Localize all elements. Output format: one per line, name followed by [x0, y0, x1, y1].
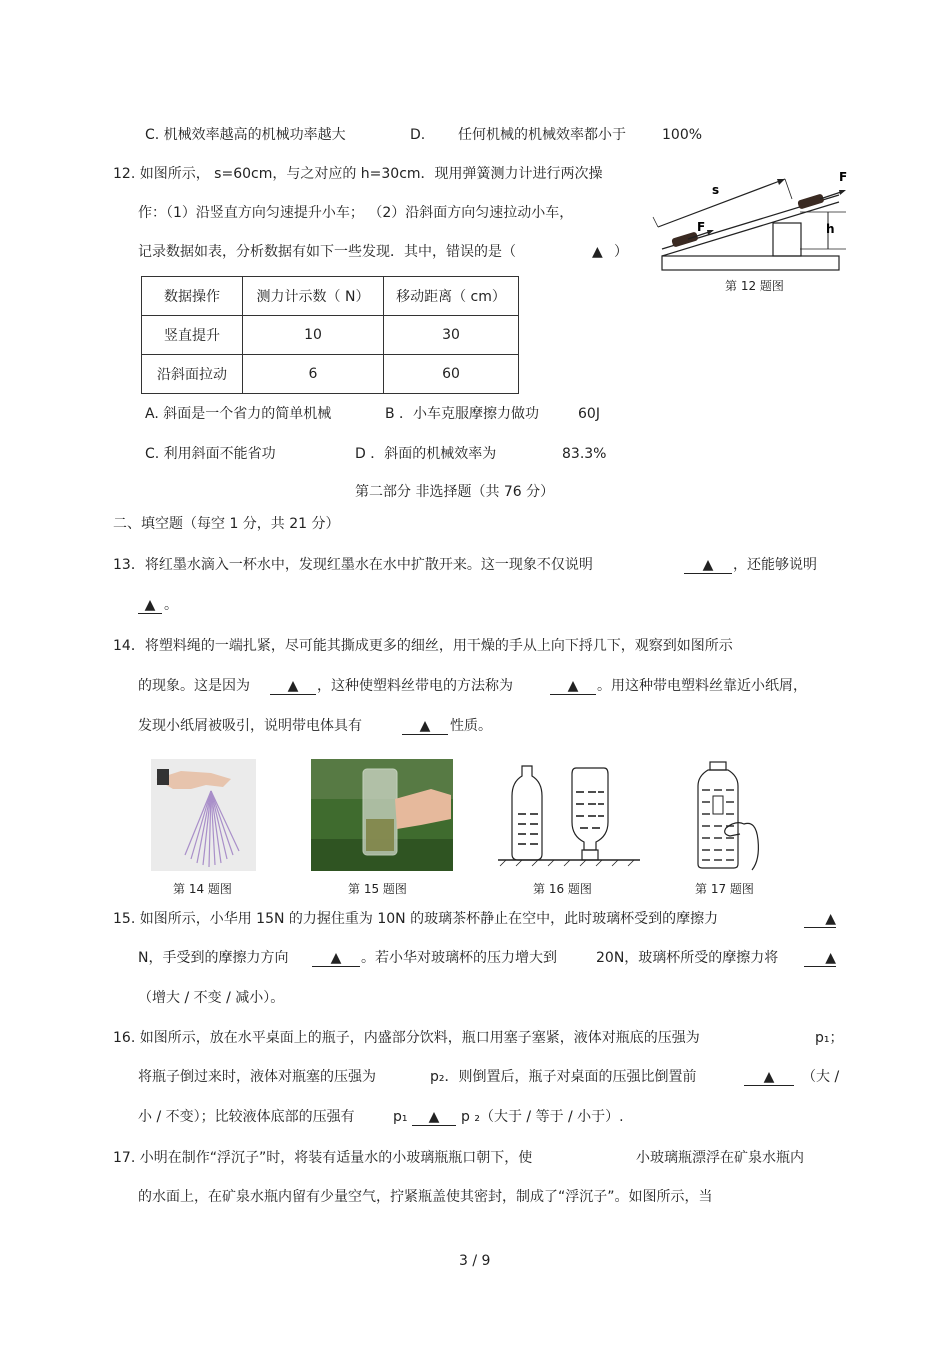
fig12-caption: 第 12 题图 [725, 279, 784, 293]
table-cell: 6 [243, 355, 384, 394]
q12-line2: 作：（1）沿竖直方向匀速提升小车； （2）沿斜面方向匀速拉动小车， [138, 205, 574, 221]
q11-option-d-text: 任何机械的机械效率都小于 [458, 127, 626, 143]
q17-line1-b: 小玻璃瓶漂浮在矿泉水瓶内 [636, 1150, 804, 1166]
q14-line2-c: 。用这种带电塑料丝靠近小纸屑， [597, 678, 807, 694]
table-cell: 10 [243, 316, 384, 355]
q15-line2-a: N，手受到的摩擦力方向 [138, 950, 289, 966]
q13-blank-1 [684, 556, 732, 574]
q14-line2-b: ，这种使塑料丝带电的方法称为 [317, 678, 513, 694]
q16-line2-a: 将瓶子倒过来时，液体对瓶塞的压强为 [138, 1069, 376, 1085]
label-f-top: F [839, 170, 848, 184]
q13-line1-end: ，还能够说明 [733, 557, 817, 573]
q16-blank-2 [412, 1108, 456, 1126]
answer-mark: ▲ [684, 557, 732, 574]
q11-option-d-label: D. [410, 127, 426, 143]
q14-line1: 14．将塑料绳的一端扎紧，尽可能其撕成更多的细丝，用干燥的手从上向下捋几下，观察到如图所示 [113, 638, 733, 654]
fig16-caption: 第 16 题图 [533, 882, 592, 896]
q12-option-b: B ．小车克服摩擦力做功 [385, 406, 540, 422]
q15-line1: 15. 如图所示，小华用 15N 的力握住重为 10N 的玻璃茶杯静止在空中，此时玻璃杯受到的摩擦力 [113, 911, 719, 927]
q16-blank-1 [744, 1068, 794, 1086]
fig14-caption: 第 14 题图 [173, 882, 232, 896]
q13-line1: 13．将红墨水滴入一杯水中，发现红墨水在水中扩散开来。这一现象不仅说明 [113, 557, 593, 573]
q16-line3-a: 小 / 不变）；比较液体底部的压强有 [138, 1109, 355, 1125]
answer-mark: ▲ [804, 911, 836, 928]
page-number: 3 / 9 [459, 1253, 491, 1269]
answer-mark: ▲ [550, 678, 596, 695]
q12-option-a: A. 斜面是一个省力的简单机械 [145, 406, 332, 422]
q16-line3-p2: p ₂（大于 / 等于 / 小于）. [461, 1109, 624, 1125]
q12-line1: 12. 如图所示， s=60cm，与之对应的 h=30cm．现用弹簧测力计进行两次操 [113, 166, 603, 182]
answer-mark: ▲ [804, 950, 836, 967]
q12-option-d: D ．斜面的机械效率为 [355, 446, 497, 462]
label-s: s [712, 183, 720, 197]
q16-line2-b: p₂．则倒置后，瓶子对桌面的压强比倒置前 [430, 1069, 697, 1085]
q17-line2: 的水面上，在矿泉水瓶内留有少量空气，拧紧瓶盖使其密封，制成了“浮沉子”。如图所示，当 [138, 1189, 713, 1205]
q12-option-c: C. 利用斜面不能省功 [145, 446, 276, 462]
q15-line2-b: 。若小华对玻璃杯的压力增大到 [361, 950, 557, 966]
q11-option-c: C. 机械效率越高的机械功率越大 [145, 127, 346, 143]
table-cell: 30 [384, 316, 519, 355]
plastic-strands-photo [151, 759, 256, 871]
q12-line3: 记录数据如表，分析数据有如下一些发现．其中，错误的是（ [138, 244, 516, 260]
fig15-caption: 第 15 题图 [348, 882, 407, 896]
cartesian-diver-figure [686, 760, 764, 872]
answer-mark: ▲ [412, 1109, 456, 1126]
q16-line1: 16. 如图所示，放在水平桌面上的瓶子，内盛部分饮料，瓶口用塞子塞紧，液体对瓶底的压强为 [113, 1030, 700, 1046]
q11-option-d-value: 100% [662, 127, 703, 143]
glass-cup-photo [311, 759, 453, 871]
q16-p1: p₁ [393, 1109, 408, 1125]
q12-line3-end: ） [614, 244, 628, 260]
label-f-bottom: F [697, 220, 706, 234]
table-header: 数据操作 [142, 277, 243, 316]
table-cell: 竖直提升 [142, 316, 243, 355]
part2-title: 第二部分 非选择题（共 76 分） [355, 484, 555, 500]
q14-line2-a: 的现象。这是因为 [138, 678, 250, 694]
q13-line2-end: 。 [164, 597, 178, 613]
q14-line3-b: 性质。 [450, 718, 492, 734]
table-header: 测力计示数（ N） [243, 277, 384, 316]
q13-blank-2 [138, 596, 162, 614]
label-h: h [826, 222, 835, 236]
answer-mark: ▲ [744, 1069, 794, 1086]
fig17-caption: 第 17 题图 [695, 882, 754, 896]
answer-mark: ▲ [270, 678, 316, 695]
q12-option-b-value: 60J [578, 406, 600, 422]
q15-blank-1 [804, 910, 836, 928]
q17-line1-a: 17. 小明在制作“浮沉子”时，将装有适量水的小玻璃瓶瓶口朝下，使 [113, 1150, 533, 1166]
q14-blank-3 [402, 717, 448, 735]
table-header: 移动距离（ cm） [384, 277, 519, 316]
q15-blank-2 [312, 949, 360, 967]
q12-data-table [141, 276, 519, 394]
q12-option-d-value: 83.3% [562, 446, 607, 462]
answer-mark: ▲ [312, 950, 360, 967]
q14-blank-2 [550, 677, 596, 695]
table-cell: 沿斜面拉动 [142, 355, 243, 394]
incline-figure [650, 165, 850, 277]
inverted-bottle-figure [496, 762, 642, 870]
q12-answer-mark: ▲ [592, 244, 603, 260]
answer-mark: ▲ [402, 718, 448, 735]
table-cell: 60 [384, 355, 519, 394]
q15-blank-3 [804, 949, 836, 967]
q15-line2-c: 20N，玻璃杯所受的摩擦力将 [596, 950, 779, 966]
q14-blank-1 [270, 677, 316, 695]
q14-line3-a: 发现小纸屑被吸引，说明带电体具有 [138, 718, 362, 734]
q16-line1-end: p₁； [815, 1030, 844, 1046]
answer-mark: ▲ [138, 597, 162, 614]
q15-line3: （增大 / 不变 / 减小）。 [138, 990, 285, 1006]
section2-title: 二、填空题（每空 1 分，共 21 分） [113, 516, 340, 532]
q16-line2-c: （大 / [802, 1069, 840, 1085]
